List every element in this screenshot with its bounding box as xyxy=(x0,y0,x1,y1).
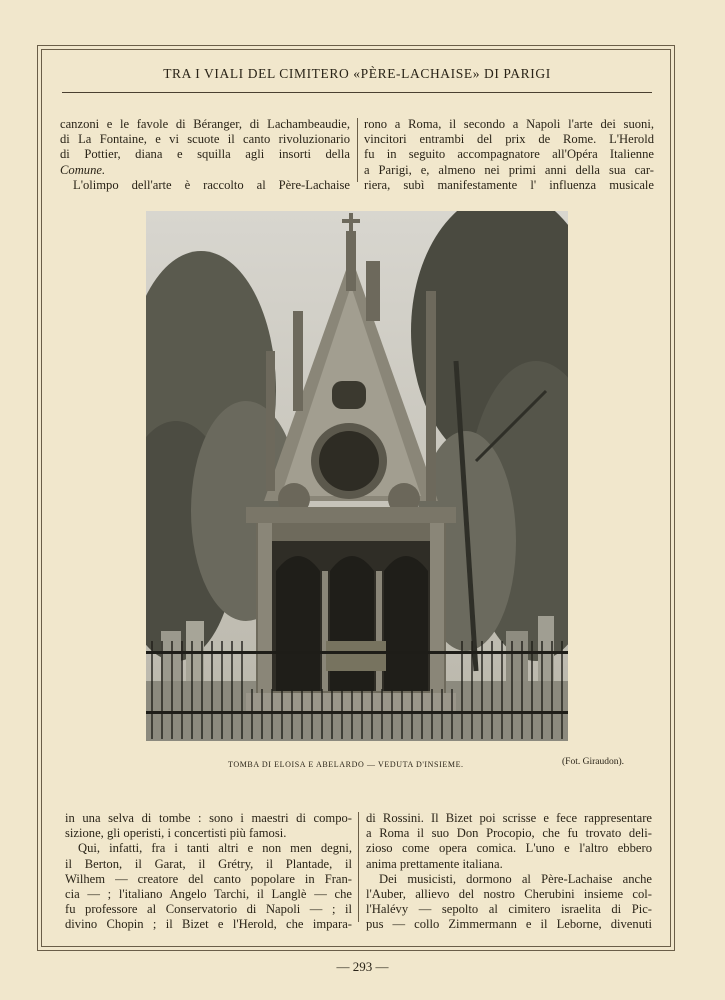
text-line: anima prettamente italiana. xyxy=(366,856,503,871)
text-line: canzoni e le favole di Béranger, di Lachambeaudie, xyxy=(60,117,350,131)
text-line: fu professore al Conservatorio di Napoli — ; il xyxy=(65,902,352,917)
text-line: rono a Roma, il secondo a Napoli l'arte dei suoni, xyxy=(364,117,654,131)
text-line: di Pottier, diana e squilla agli insorti della xyxy=(60,147,350,162)
top-left-column xyxy=(60,117,350,193)
page-number: — 293 — xyxy=(336,959,389,974)
text-line: l'Halévy — sepolto al cimitero israelita di Pic- xyxy=(366,902,652,917)
tomb-illustration xyxy=(146,211,568,741)
text-line: il Berton, il Garat, il Grétry, il Plantade, il xyxy=(65,856,352,871)
text-line: fu in seguito accompagnatore all'Opéra Italienne xyxy=(364,147,654,162)
photo-credit: (Fot. Giraudon). xyxy=(562,757,625,767)
running-header: TRA I VIALI DEL CIMITERO «PÈRE-LACHAISE» DI PARIGI xyxy=(163,66,551,81)
tomb-photograph xyxy=(146,211,568,741)
text-line: in una selva di tombe : sono i maestri di compo- xyxy=(65,811,352,825)
bottom-right-column xyxy=(366,811,652,933)
header-rule xyxy=(62,92,652,93)
text-line: pus — collo Zimmermann e il Leborne, divenuti xyxy=(366,917,652,932)
figure-caption: TOMBA DI ELOISA E ABELARDO — VEDUTA D'INSIEME. xyxy=(228,760,464,769)
text-line: divino Chopin ; il Bizet e l'Herold, che impara- xyxy=(65,917,352,932)
column-divider xyxy=(358,812,359,922)
text-line: Wilhem — creatore del canto popolare in Fran- xyxy=(65,871,352,886)
bottom-left-column xyxy=(65,811,352,933)
top-right-column xyxy=(364,117,654,193)
text-line: di Rossini. Il Bizet poi scrisse e fece rappresentare xyxy=(366,811,652,825)
text-line: Qui, infatti, fra i tanti altri e non men degni, xyxy=(78,841,352,856)
text-line: l'Auber, allievo del nostro Cherubini insieme col- xyxy=(366,887,652,902)
text-line: a Parigi, e, almeno nei primi anni della sua car- xyxy=(364,162,654,177)
text-line: Comune. xyxy=(60,162,106,177)
text-line: di La Fontaine, e vi scuote il canto rivoluzionario xyxy=(60,132,350,147)
text-line: sizione, gli operisti, i concertisti più famosi. xyxy=(65,826,287,841)
text-line: cia — ; l'italiano Angelo Tarchi, il Langlè — che xyxy=(65,887,352,902)
text-line: a Roma il suo Don Procopio, che fu trovato deli- xyxy=(366,826,652,841)
column-divider xyxy=(357,118,358,182)
text-line: Dei musicisti, dormono al Père-Lachaise anche xyxy=(379,871,652,886)
text-line: L'olimpo dell'arte è raccolto al Père-Lachaise xyxy=(73,177,350,192)
text-line: vincitori entrambi del prix de Rome. L'Herold xyxy=(364,132,654,147)
text-line: riera, subì manifestamente l' influenza musicale xyxy=(364,177,654,192)
text-line: zioso come opera comica. L'uno e l'altro ebbero xyxy=(366,841,652,856)
